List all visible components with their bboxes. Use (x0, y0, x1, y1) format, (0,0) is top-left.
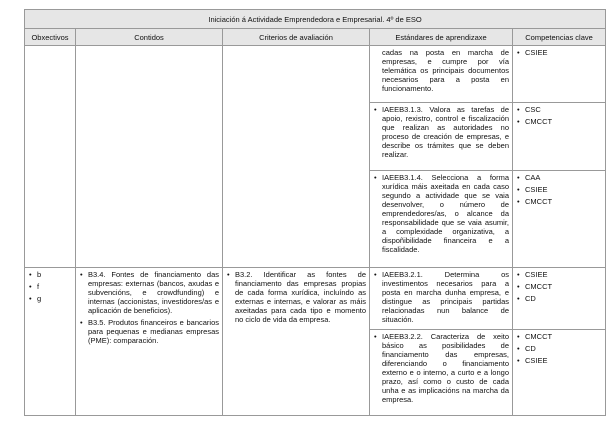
header-objectives: Obxectivos (25, 29, 76, 46)
objective-item: • g (28, 294, 72, 303)
competency-item: • CSIEE (516, 48, 602, 57)
standard-text: • IAEEB3.2.1. Determina os investimentos necesarios para a posta en marcha dunha empresa, e distingue as principais partidas relacionadas nun balance de situación. (373, 270, 509, 324)
competency-item: • CD (516, 344, 602, 353)
standard-cell (370, 46, 513, 103)
table-title: Iniciación á Actividade Emprendedora e Empresarial. 4º de ESO (25, 10, 606, 29)
criteria-cell (223, 46, 370, 268)
criterion-item: • B3.2. Identificar as fontes de financiamento das empresas propias de cada forma xurídica, incluíndo as externas e internas, e valorar as máis axeitadas para cada tipo e momento no ciclo de vida da empresa. (226, 270, 366, 324)
competency-item: • CSC (516, 105, 602, 114)
competencies-cell (513, 46, 606, 103)
header-standards: Estándares de aprendizaxe (370, 29, 513, 46)
contents-cell (76, 268, 223, 416)
table-row (25, 268, 606, 330)
objective-item: • b (28, 270, 72, 279)
competency-item: • CSIEE (516, 356, 602, 365)
contents-cell (76, 46, 223, 268)
competency-item: • CMCCT (516, 117, 602, 126)
standard-cell (370, 268, 513, 330)
content-item: • B3.4. Fontes de financiamento das empresas: externas (bancos, axudas e subvencións, e crowdfunding) e internas (accionistas, investidores/as e aplicación de beneficios). (79, 270, 219, 315)
standard-text: cadas na posta en marcha de empresas, e cumpre por vía telemática os principais documentos necesarios para a posta en funcionamento. (382, 48, 509, 93)
standard-cell (370, 171, 513, 268)
table-row (25, 46, 606, 103)
header-competencies: Competencias clave (513, 29, 606, 46)
competency-item: • CSIEE (516, 185, 602, 194)
competencies-cell (513, 330, 606, 416)
competencies-cell (513, 268, 606, 330)
competency-item: • CSIEE (516, 270, 602, 279)
standard-text: • IAEEB3.1.4. Selecciona a forma xurídica máis axeitada en cada caso segundo a actividade que se vaia desenvolver, o número de emprendedores/as, o alcance da responsabilidade que se vaia asumir, a complexidade organizativa, a dispoñibilidade financeira e a fiscalidade. (373, 173, 509, 254)
objectives-cell (25, 268, 76, 416)
competencies-cell (513, 171, 606, 268)
competency-item: • CAA (516, 173, 602, 182)
standard-text: • IAEEB3.1.3. Valora as tarefas de apoio, rexistro, control e fiscalización que realizan as autoridades no proceso de creación de empresas, e describe os trámites que se deben realizar. (373, 105, 509, 159)
competency-item: • CMCCT (516, 197, 602, 206)
curriculum-table (24, 9, 606, 416)
header-contents: Contidos (76, 29, 223, 46)
objective-item: • f (28, 282, 72, 291)
competency-item: • CMCCT (516, 282, 602, 291)
criteria-cell (223, 268, 370, 416)
standard-cell (370, 103, 513, 171)
competency-item: • CD (516, 294, 602, 303)
competencies-cell (513, 103, 606, 171)
content-item: • B3.5. Produtos financeiros e bancarios para pequenas e medianas empresas (PME): comparación. (79, 318, 219, 345)
objectives-cell (25, 46, 76, 268)
standard-text: • IAEEB3.2.2. Caracteriza de xeito básico as posibilidades de financiamento das empresas, diferenciando o financiamento externo e o interno, a curto e a longo prazo, así como o custo de cada unha e as implicacións na marcha da empresa. (373, 332, 509, 404)
header-criteria: Criterios de avaliación (223, 29, 370, 46)
competency-item: • CMCCT (516, 332, 602, 341)
standard-cell (370, 330, 513, 416)
